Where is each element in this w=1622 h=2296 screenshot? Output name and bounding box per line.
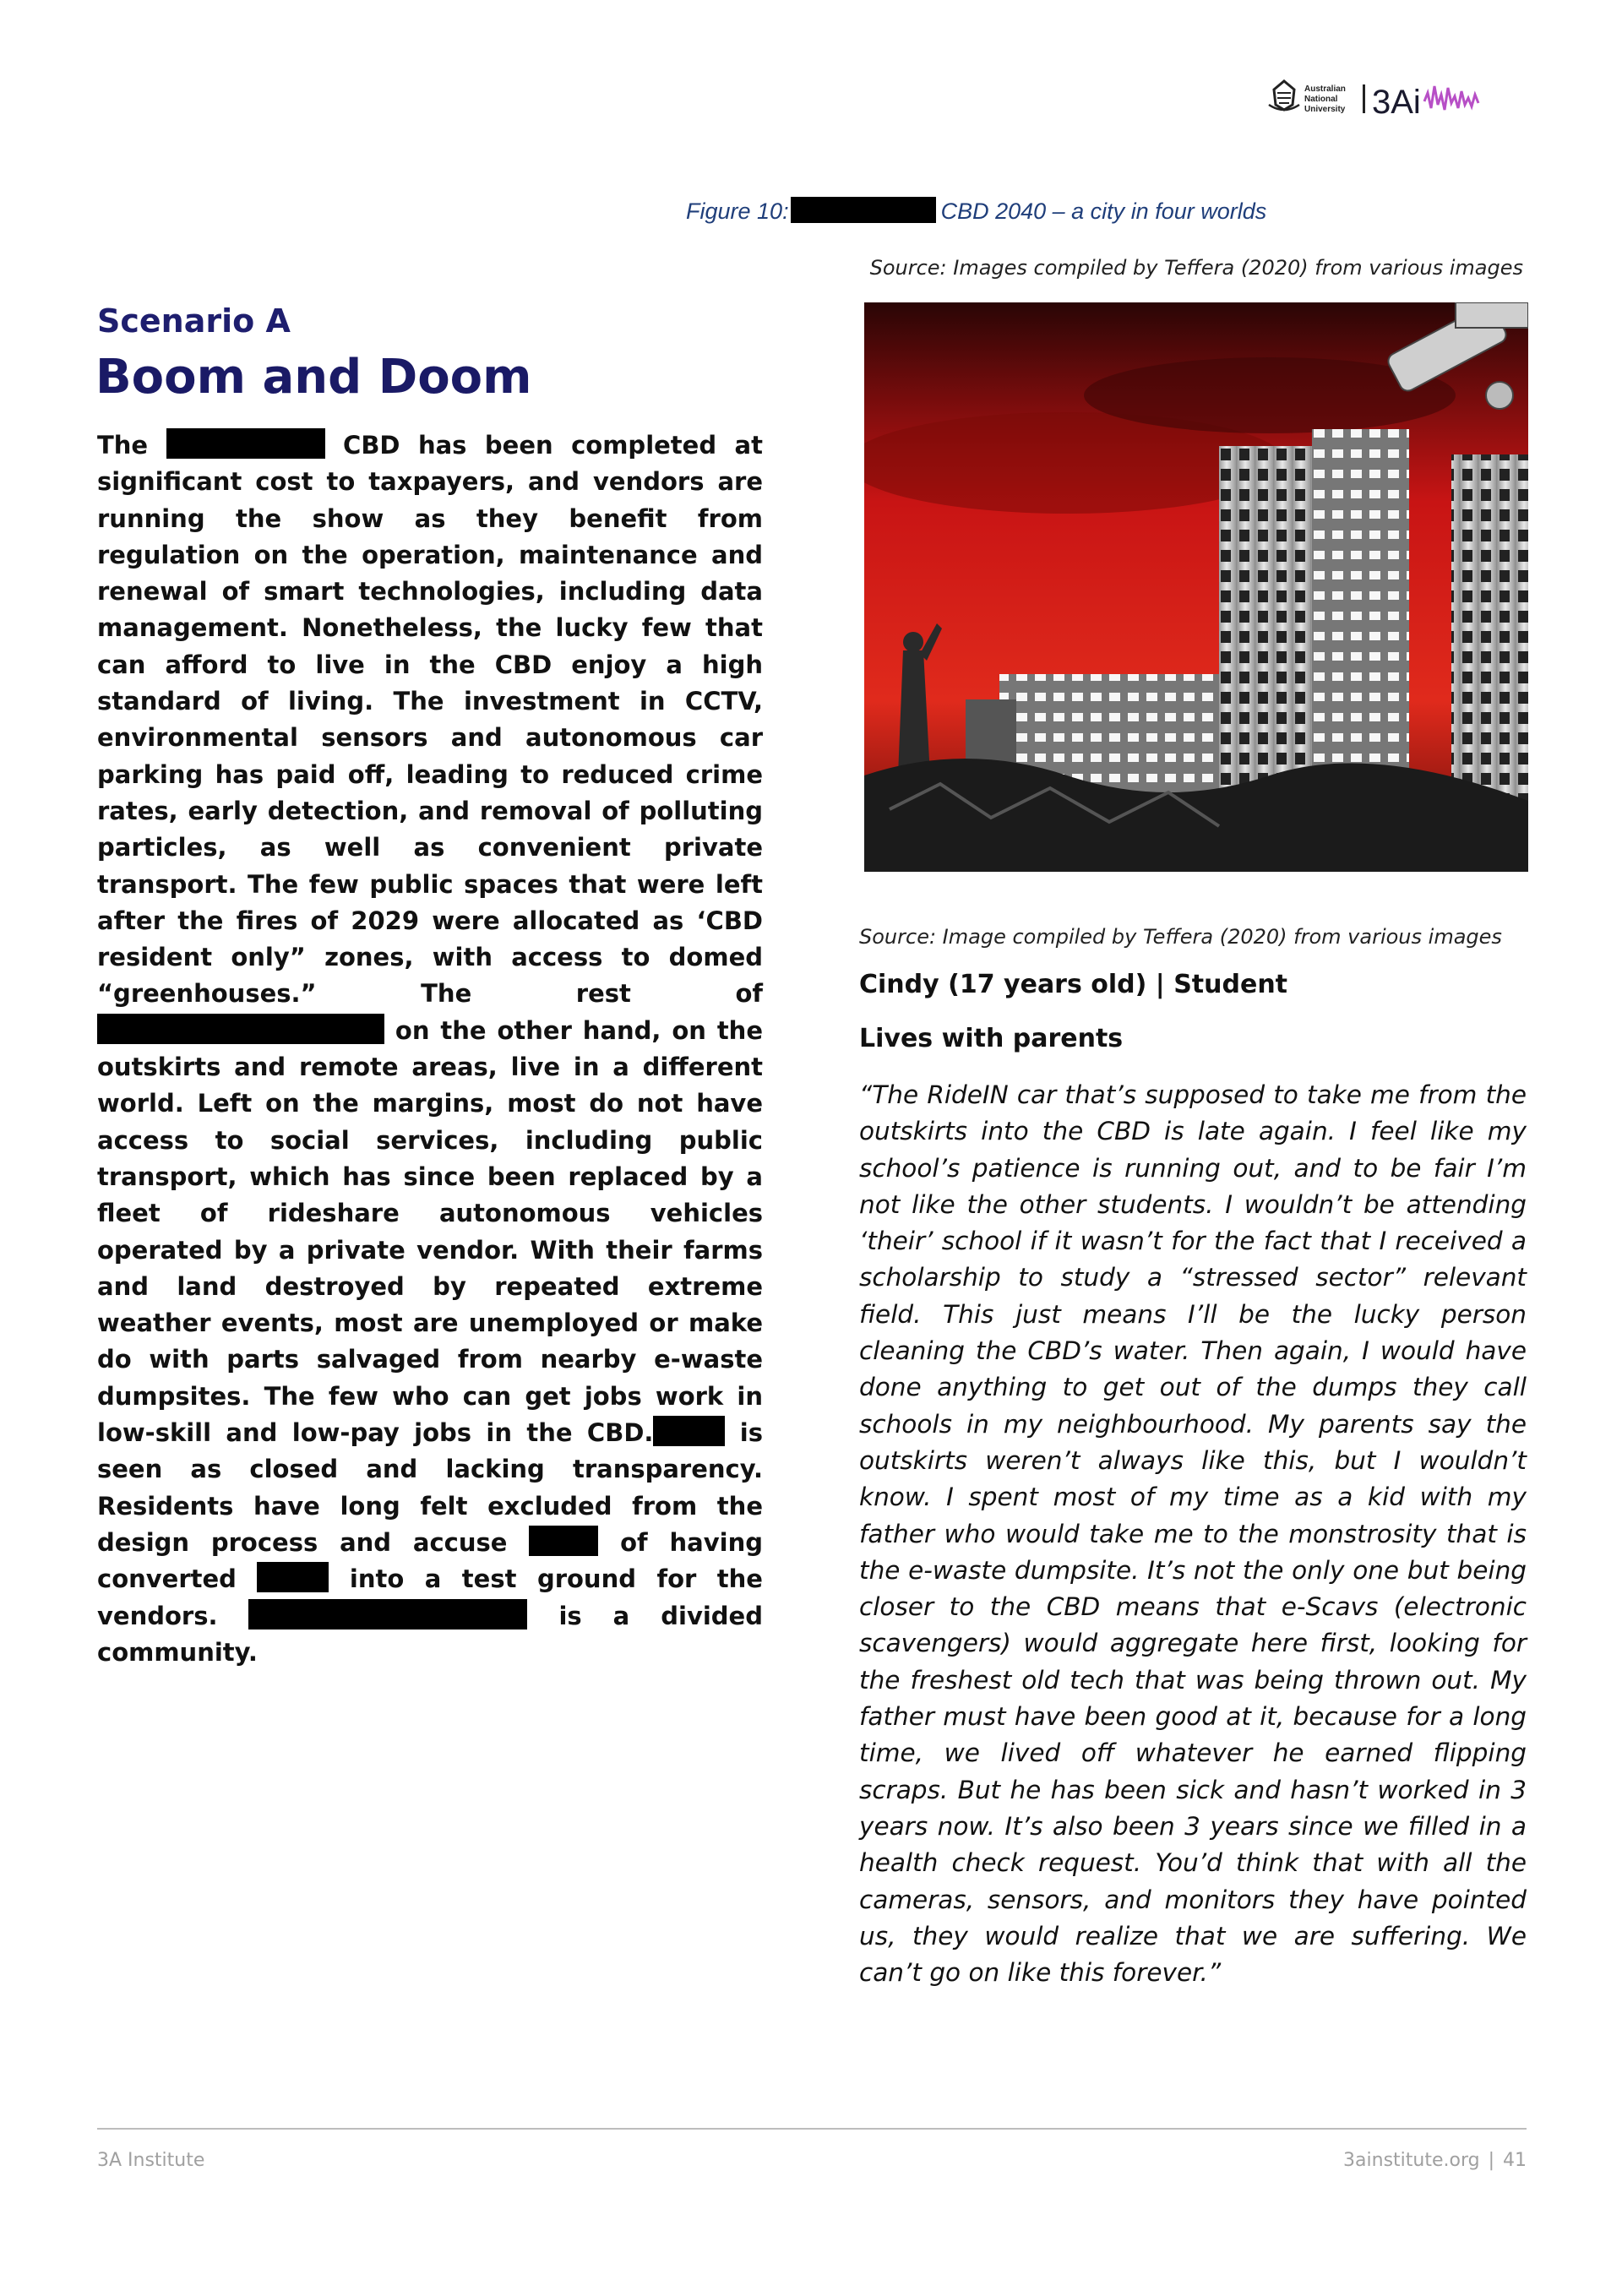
anu-3ai-logo xyxy=(1267,71,1529,122)
svg-text:Australian: Australian xyxy=(1304,84,1346,94)
persona-name: Cindy (17 years old) | Student xyxy=(859,970,1288,999)
body-segment-5: of having converted xyxy=(97,1527,763,1594)
footer-separator: | xyxy=(1488,2150,1494,2171)
redaction-bar xyxy=(791,197,936,223)
3ai-wordmark: 3Ai xyxy=(1372,84,1421,121)
footer-organization: 3A Institute xyxy=(97,2150,205,2171)
footer-page-info xyxy=(1343,2150,1527,2171)
body-segment-3: on the other hand, on the outskirts and remote areas, live in a different world. Left on the margins, most do not have access to social services, including public transport, which has since been replaced by a fleet of rideshare autonomous vehicles operated by a private vendor. With their farms and land destroyed by repeated extreme weather events, most are unemployed or make do with parts salvaged from nearby e-waste dumpsites. The few who can get jobs work in low-skill and low-pay jobs in the CBD. xyxy=(97,1015,763,1448)
persona-quote: “The RideIN car that’s supposed to take me from the outskirts into the CBD is late again. I feel like my school’s patience is running out, and to be fair I’m not like the other students. I wouldn’t be attending ‘their’ school if it wasn’t for the fact that I received a scholarship to study a “stressed sector” relevant field. This just means I’ll be the lucky person cleaning the CBD’s water. Then again, I would have done anything to get out of the dumps they call schools in my neighbourhood. My parents say the outskirts weren’t always like this, but I wouldn’t know. I spent most of my time as a kid with my father who would take me to the monstrosity that is the e-waste dumpsite. It’s not the only one but being closer to the CBD means that e-Scavs (electronic scavengers) would aggregate here first, looking for the freshest old tech that was being thrown out. My father must have been good at it, because for a long time, we lived off whatever he earned flipping scraps. But he has been sick and hasn’t worked in 3 years now. It’s also been 3 years since we filled in a health check request. You’d think that with all the cameras, sensors, and monitors they have pointed us, they would realize that we are suffering. We can’t go on like this forever.” xyxy=(859,1080,1527,1988)
scenario-body xyxy=(97,427,763,1671)
logo-divider xyxy=(1363,84,1365,113)
redaction-bar xyxy=(248,1599,527,1630)
figure-caption-prefix: Figure 10: xyxy=(686,199,789,224)
cbd-collage-image xyxy=(864,302,1528,872)
body-segment-1: The xyxy=(97,431,149,460)
redaction-bar xyxy=(257,1562,329,1592)
redaction-bar xyxy=(166,428,325,459)
persona-living: Lives with parents xyxy=(859,1024,1124,1053)
image-source: Source: Image compiled by Teffera (2020) from various images xyxy=(859,925,1502,949)
figure-source: Source: Images compiled by Teffera (2020) from various images xyxy=(869,256,1523,280)
anu-wordmark xyxy=(1304,84,1346,114)
figure-caption xyxy=(686,197,1266,225)
body-segment-4: is seen as closed and lacking transparency. Residents have long felt excluded from the design process and accuse xyxy=(97,1418,763,1557)
redaction-bar xyxy=(529,1526,598,1556)
redaction-bar xyxy=(653,1416,725,1446)
body-segment-6: into a test ground for the vendors. xyxy=(97,1564,763,1630)
figure-caption-title: CBD 2040 – a city in four worlds xyxy=(940,199,1267,224)
scenario-label: Scenario A xyxy=(97,302,291,340)
page-number: 41 xyxy=(1503,2150,1527,2171)
svg-text:University: University xyxy=(1304,105,1346,114)
body-segment-2: CBD has been completed at significant cost to taxpayers, and vendors are running the show as they benefit from regulation on the operation, maintenance and renewal of smart technologies, including data management. Nonetheless, the lucky few that can afford to live in the CBD enjoy a high standard of living. The investment in CCTV, environmental sensors and autonomous car parking has paid off, leading to reduced crime rates, early detection, and removal of polluting particles, as well as convenient private transport. The few public spaces that were left after the fires of 2029 were allocated as ‘CBD resident only” zones, with access to domed “greenhouses.” The rest of xyxy=(97,431,763,1009)
anu-crest-icon xyxy=(1269,81,1299,110)
waveform-icon xyxy=(1424,86,1478,110)
footer-website: 3ainstitute.org xyxy=(1343,2150,1480,2171)
body-segment-7: is a divided community. xyxy=(97,1601,763,1667)
scenario-title: Boom and Doom xyxy=(95,350,532,405)
svg-text:National: National xyxy=(1304,95,1338,104)
redaction-bar xyxy=(97,1014,384,1044)
footer-divider xyxy=(97,2128,1527,2130)
